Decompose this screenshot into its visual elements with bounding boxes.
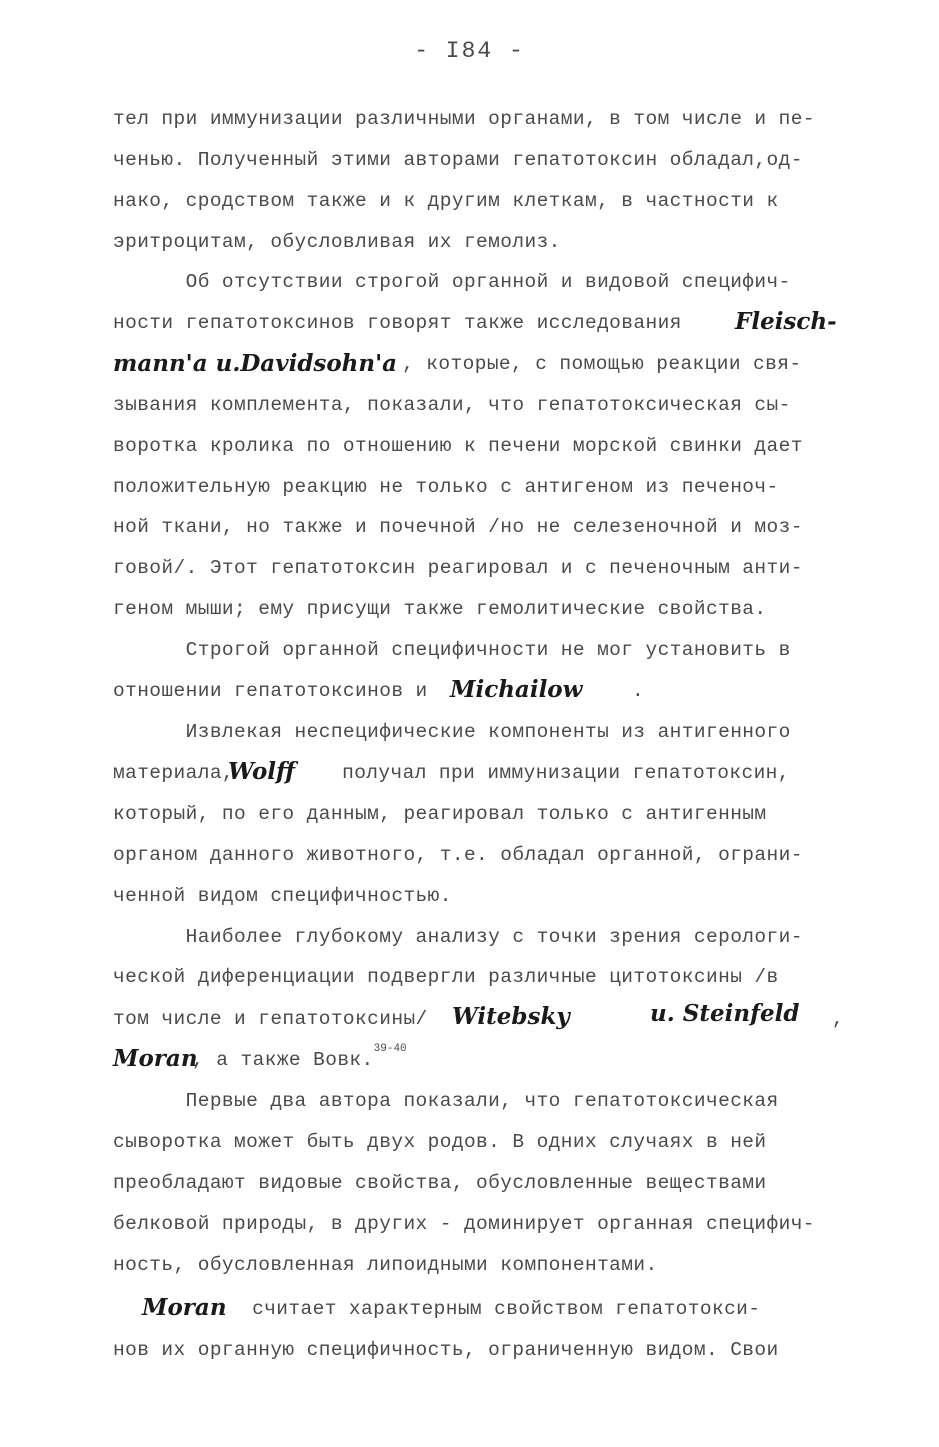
- handwritten-name: u. Steinfeld: [650, 1000, 800, 1027]
- text-line: нако, сродством также и к другим клеткам, в частности к: [113, 190, 779, 212]
- text-line: ность, обусловленная липоидными компонентами.: [113, 1254, 658, 1276]
- text-line: преобладают видовые свойства, обусловленные веществами: [113, 1172, 767, 1194]
- text-line: Строгой органной специфичности не мог установить в: [113, 639, 791, 661]
- text-line: ченной видом специфичностью.: [113, 885, 452, 907]
- text-line: ,: [832, 1008, 845, 1030]
- page-number: - I84 -: [414, 38, 525, 64]
- text-line: нов их органную специфичность, ограниченную видом. Свои: [113, 1339, 779, 1361]
- text-line: воротка кролика по отношению к печени морской свинки дает: [113, 435, 803, 457]
- text-line: белковой природы, в других - доминирует органная специфич-: [113, 1213, 815, 1235]
- text-line: , которые, с помощью реакции свя-: [390, 353, 802, 375]
- text-line: материала,: [113, 762, 247, 784]
- text-line: ченью. Полученный этими авторами гепатотоксин обладал,од-: [113, 149, 803, 171]
- handwritten-name: mann'a u.Davidsohn'a: [113, 350, 398, 377]
- text-line: Извлекая неспецифические компоненты из антигенного: [113, 721, 791, 743]
- text-line: считает характерным свойством гепатотокси-: [240, 1298, 761, 1320]
- text-line: .: [632, 680, 645, 702]
- text-line: , а также Вовк.$^{39-40}$: [180, 1043, 407, 1071]
- text-line: сыворотка может быть двух родов. В одних случаях в ней: [113, 1131, 767, 1153]
- handwritten-name: Michailow: [450, 676, 583, 703]
- text-line: Первые два автора показали, что гепатотоксическая: [113, 1090, 779, 1112]
- text-line: Наиболее глубокому анализу с точки зрения серологи-: [113, 926, 803, 948]
- text-line: ной ткани, но также и почечной /но не селезеночной и моз-: [113, 516, 803, 538]
- text-line: который, по его данным, реагировал только с антигенным: [113, 803, 767, 825]
- text-line: Об отсутствии строгой органной и видовой специфич-: [113, 271, 791, 293]
- handwritten-name: Wolff: [228, 758, 296, 785]
- text-line: геном мыши; ему присущи также гемолитические свойства.: [113, 598, 767, 620]
- citation-superscript: 39-40: [373, 1043, 407, 1055]
- handwritten-name: Fleisch-: [735, 308, 837, 335]
- handwritten-name: Moran: [142, 1294, 227, 1321]
- text-line: получал при иммунизации гепатотоксин,: [330, 762, 790, 784]
- text-line: тел при иммунизации различными органами, в том числе и пе-: [113, 108, 815, 130]
- text-line: эритроцитам, обусловливая их гемолиз.: [113, 231, 561, 253]
- text-line: ческой диференциации подвергли различные цитотоксины /в: [113, 966, 779, 988]
- text-line: положительную реакцию не только с антигеном из печеноч-: [113, 476, 779, 498]
- text-line: говой/. Этот гепатотоксин реагировал и с печеночным анти-: [113, 557, 803, 579]
- text-line: том числе и гепатотоксины/: [113, 1008, 440, 1030]
- text-line: зывания комплемента, показали, что гепатотоксическая сы-: [113, 394, 791, 416]
- text-line: ности гепатотоксинов говорят также исследования: [113, 312, 694, 334]
- text-line: отношении гепатотоксинов и: [113, 680, 440, 702]
- handwritten-name: Witebsky: [452, 1003, 570, 1030]
- handwritten-name: Moran: [113, 1045, 198, 1072]
- text-line: органом данного животного, т.е. обладал органной, ограни-: [113, 844, 803, 866]
